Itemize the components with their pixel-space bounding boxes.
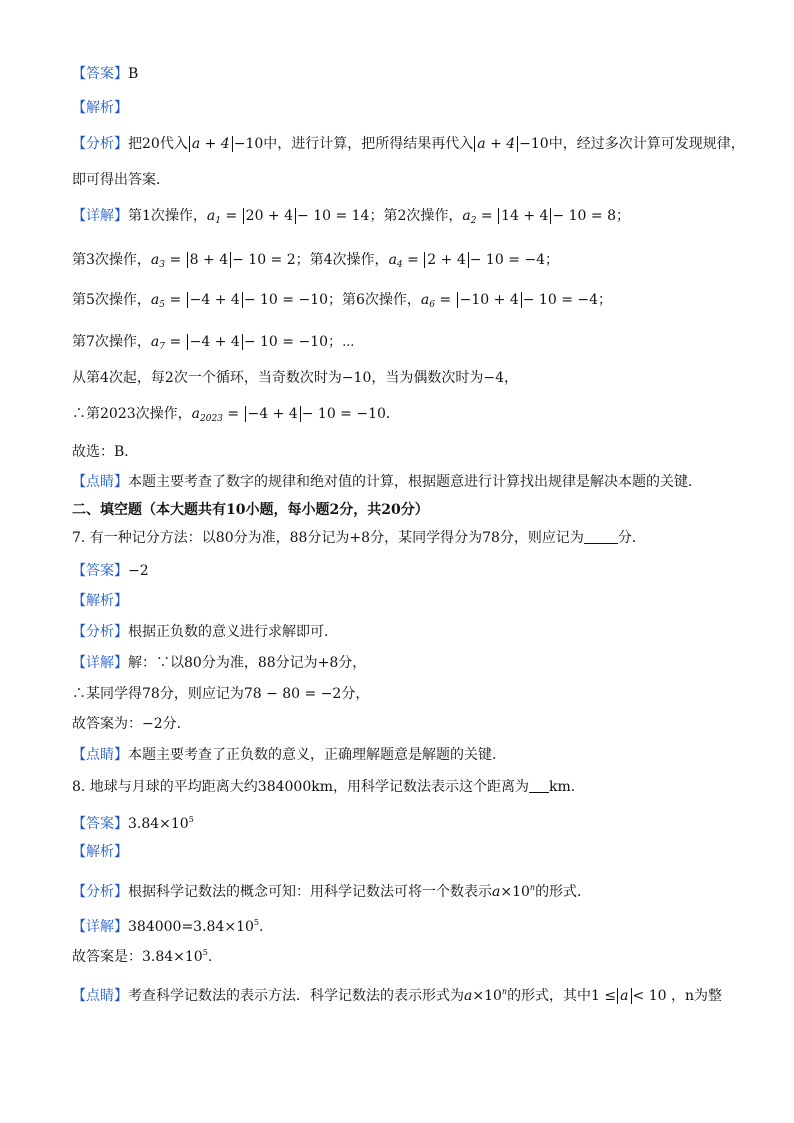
- detail-tag: 【详解】: [72, 919, 128, 935]
- step-text: − 10 = −10；⋯: [243, 334, 355, 350]
- minus-10: −10: [519, 136, 549, 152]
- q7-detail-text: 故答案为：−2分．: [72, 716, 191, 732]
- q7-fenxi-text: 根据正负数的意义进行求解即可．: [128, 624, 338, 640]
- step-label: 第1次操作，: [128, 208, 207, 224]
- conclusion-label: ∴第2023次操作，: [72, 406, 192, 422]
- q8-question-end: km.: [549, 779, 576, 795]
- step-text: − 10 = −10；第6次操作，: [243, 292, 421, 308]
- q7-question-line: [72, 528, 752, 548]
- abs-a: a: [617, 988, 631, 1004]
- q6-answer: B: [128, 66, 139, 82]
- q6-comment-line: [72, 472, 752, 492]
- comment-tag: 【点睛】: [72, 988, 128, 1004]
- sci-x10: ×10: [472, 988, 502, 1004]
- q7-question: 7. 有一种记分方法：以80分为准，88分记为+8分，某同学得分为78分，则应记为: [72, 530, 584, 546]
- q8-detail-base: 384000=3.84×10: [128, 919, 254, 935]
- q8-question-line: [72, 777, 752, 797]
- comment-text: 本题主要考查了数字的规律和绝对值的计算，根据题意进行计算找出规律是解决本题的关键．: [128, 474, 702, 490]
- q8-fenxi-line: [72, 878, 752, 902]
- q7-detail-line-1: [72, 653, 752, 673]
- step-text: − 10 = −4；: [469, 252, 560, 268]
- q7-comment-text: 本题主要考查了正负数的意义，正确理解题意是解题的关键．: [128, 747, 506, 763]
- sci-a: a: [464, 988, 473, 1004]
- q8-comment-text: < 10 ，n为整: [632, 988, 722, 1004]
- q8-answer-is-line: [72, 943, 752, 967]
- fenxi-tag: 【分析】: [72, 624, 128, 640]
- abs-expr: −10 + 4: [457, 292, 522, 308]
- q8-answer-line: [72, 810, 752, 834]
- sci-n: n: [501, 987, 508, 996]
- q8-answer-is-end: .: [207, 949, 213, 965]
- q6-fenxi-text: 中，进行计算，把所得结果再代入: [263, 136, 474, 152]
- q8-detail-exp: 5: [253, 918, 259, 927]
- answer-blank: [529, 778, 549, 793]
- q6-fenxi-text: 即可得出答案．: [72, 172, 170, 188]
- step-text: − 10 = 8；: [552, 208, 631, 224]
- abs-expr: 8 + 4: [187, 252, 231, 268]
- step-text: − 10 = 14；第2次操作，: [297, 208, 463, 224]
- answer-tag: 【答案】: [72, 816, 128, 832]
- q6-analysis-line: [72, 98, 752, 118]
- q6-detail-line-2: 第3次操作，$a_3 = 8 + 4 - 10 = 2$；第4次操作，$a_4 = 2 + 4 - 10 = -4$；: [72, 252, 560, 270]
- step-label: 第3次操作，: [72, 252, 151, 268]
- step-text: − 10 = −4；: [522, 292, 613, 308]
- var-a1: $a_1$: [206, 208, 222, 226]
- analysis-tag: 【解析】: [72, 593, 128, 609]
- choose-text: 故选：B．: [72, 444, 139, 460]
- q8-comment-line: [72, 982, 752, 1006]
- q8-answer-is-exp: 5: [202, 948, 208, 957]
- q6-fenxi-text: 把20代入: [128, 136, 188, 152]
- q6-choose-line: [72, 442, 752, 462]
- q7-detail-line-3: [72, 714, 752, 734]
- fenxi-tag: 【分析】: [72, 136, 128, 152]
- cycle-text: 从第4次起，每2次一个循环，当奇数次时为−10，当为偶数次时为−4，: [72, 370, 518, 386]
- var-a2: $a_2$: [462, 208, 477, 226]
- detail-tag: 【详解】: [72, 208, 128, 224]
- minus-10: −10: [233, 136, 264, 152]
- q7-fenxi-line: [72, 622, 752, 642]
- var-a6: $a_6$: [420, 292, 436, 310]
- q7-question-end: 分．: [617, 530, 646, 546]
- sci-n: n: [529, 883, 536, 892]
- var-a4: $a_4$: [388, 252, 403, 270]
- answer-tag: 【答案】: [72, 563, 128, 579]
- sci-a: a: [492, 884, 501, 900]
- q6-conclusion-line: ∴第2023次操作，$a_{2023} = -4 + 4 - 10 = -10$．: [72, 406, 400, 424]
- q8-fenxi-text: 的形式．: [535, 884, 592, 900]
- q6-cycle-line: [72, 368, 752, 388]
- q7-answer-line: [72, 561, 752, 581]
- q7-comment-line: [72, 745, 752, 765]
- q8-answer-base: 3.84×10: [128, 816, 189, 832]
- q7-detail-text: ∴某同学得78分，则应记为78 − 80 = −2分，: [72, 686, 370, 702]
- q8-fenxi-text: 根据科学记数法的概念可知：用科学记数法可将一个数表示: [128, 884, 492, 900]
- abs-expr: 2 + 4: [424, 252, 468, 268]
- q6-answer-line: [72, 64, 752, 84]
- step-label: 第7次操作，: [72, 334, 151, 350]
- q8-detail-line: [72, 913, 752, 937]
- section-heading: 二、填空题（本大题共有10小题，每小题2分，共20分）: [72, 502, 429, 518]
- var-a3: $a_3$: [150, 252, 166, 270]
- q8-answer-exp: 5: [188, 815, 194, 824]
- q6-fenxi-line-2: [72, 170, 752, 190]
- abs-expr: −4 + 4: [187, 292, 243, 308]
- step-label: 第5次操作，: [72, 292, 151, 308]
- conclusion-text: − 10 = −10．: [301, 406, 400, 422]
- analysis-tag: 【解析】: [72, 100, 128, 116]
- abs-expr: −4 + 4: [187, 334, 243, 350]
- q7-answer: −2: [128, 563, 149, 579]
- answer-blank: [584, 529, 618, 544]
- var-a7: $a_7$: [150, 334, 166, 352]
- abs-a-plus-4: a + 4: [474, 136, 518, 152]
- q8-answer-is-base: 故答案是：3.84×10: [72, 949, 203, 965]
- q8-analysis-line: [72, 842, 752, 862]
- var-a5: $a_5$: [150, 292, 166, 310]
- comment-tag: 【点睛】: [72, 747, 128, 763]
- q7-detail-text: 解：∵以80分为准，88分记为+8分，: [128, 655, 367, 671]
- analysis-tag: 【解析】: [72, 844, 128, 860]
- q6-fenxi-line-1: [72, 134, 752, 154]
- q8-detail-end: .: [258, 919, 264, 935]
- q8-comment-text: 考查科学记数法的表示方法．科学记数法的表示形式为: [128, 988, 464, 1004]
- comment-tag: 【点睛】: [72, 474, 128, 490]
- fenxi-tag: 【分析】: [72, 884, 128, 900]
- q6-fenxi-text: 中，经过多次计算可发现规律，: [548, 136, 745, 152]
- abs-expr: −4 + 4: [245, 406, 301, 422]
- step-text: − 10 = 2；第4次操作，: [232, 252, 389, 268]
- q8-comment-text: 的形式，其中1 ≤: [507, 988, 617, 1004]
- sci-x10: ×10: [500, 884, 530, 900]
- q7-analysis-line: [72, 591, 752, 611]
- abs-expr: 20 + 4: [243, 208, 296, 224]
- var-a2023: $a_{2023}$: [191, 406, 223, 424]
- abs-expr: 14 + 4: [498, 208, 551, 224]
- abs-a-plus-4: a + 4: [189, 136, 233, 152]
- answer-tag: 【答案】: [72, 66, 128, 82]
- q6-detail-line-1: 【详解】第1次操作，$a_1 = 20 + 4 - 10 = 14$；第2次操作，$a_2 = 14 + 4 - 10 = 8$；: [72, 208, 631, 226]
- q6-detail-line-3: 第5次操作，$a_5 = -4 + 4 - 10 = -10$；第6次操作，$a_6 = -10 + 4 - 10 = -4$；: [72, 292, 613, 310]
- q8-question: 8. 地球与月球的平均距离大约384000km，用科学记数法表示这个距离为: [72, 779, 530, 795]
- q6-detail-line-4: 第7次操作，$a_7 = -4 + 4 - 10 = -10$；⋯: [72, 334, 355, 352]
- q7-detail-line-2: [72, 684, 752, 704]
- detail-tag: 【详解】: [72, 655, 128, 671]
